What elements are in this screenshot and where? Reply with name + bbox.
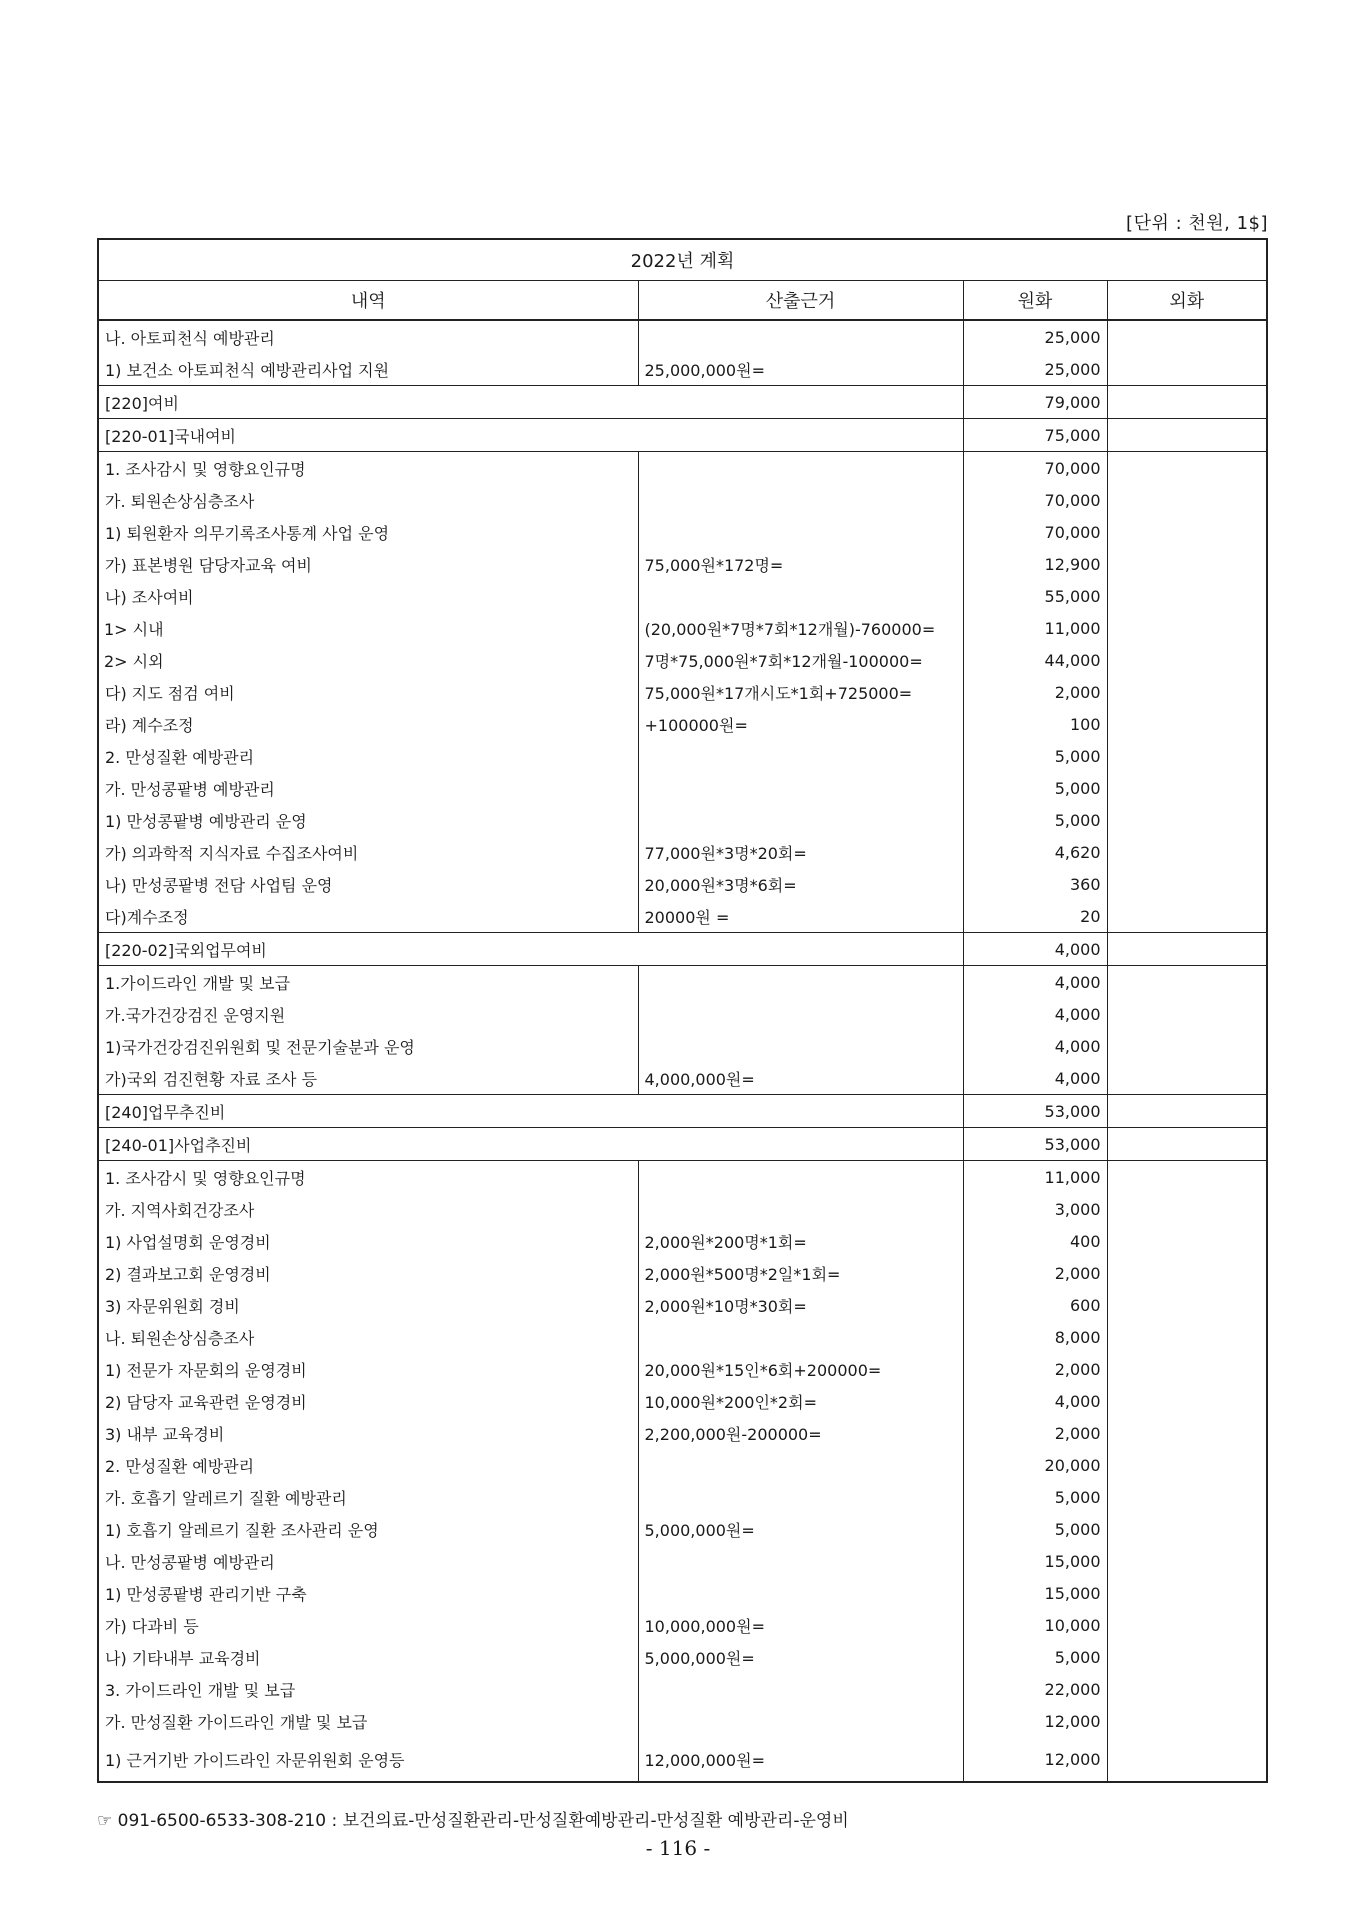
- cell-basis: [638, 320, 963, 353]
- cell-item: 1)국가건강검진위원회 및 전문기술분과 운영: [98, 1030, 638, 1062]
- cell-krw: 2,000: [963, 676, 1107, 708]
- unit-label: [단위 : 천원, 1$]: [1126, 213, 1268, 234]
- cell-foreign: [1107, 676, 1267, 708]
- cell-foreign: [1107, 933, 1267, 966]
- table-row: [98, 353, 1267, 386]
- cell-krw: 4,000: [963, 998, 1107, 1030]
- table-row: [98, 1321, 1267, 1353]
- cell-foreign: [1107, 708, 1267, 740]
- cell-krw: 70,000: [963, 516, 1107, 548]
- cell-basis: 2,000원*200명*1회=: [638, 1225, 963, 1257]
- cell-foreign: [1107, 1705, 1267, 1737]
- table-row: [98, 1673, 1267, 1705]
- table-row: [98, 868, 1267, 900]
- table-title: 2022년 계획: [98, 239, 1267, 281]
- cell-basis: 20,000원*15인*6회+200000=: [638, 1353, 963, 1385]
- cell-item: 3) 자문위원회 경비: [98, 1289, 638, 1321]
- table-row: [98, 1417, 1267, 1449]
- cell-item: 2) 결과보고회 운영경비: [98, 1257, 638, 1289]
- table-row: [98, 1577, 1267, 1609]
- table-row: [98, 612, 1267, 644]
- cell-basis: 25,000,000원=: [638, 353, 963, 386]
- table-row: [98, 1289, 1267, 1321]
- cell-krw: 53,000: [963, 1095, 1107, 1128]
- cell-item: [240-01]사업추진비: [98, 1128, 963, 1161]
- cell-item: 가) 의과학적 지식자료 수집조사여비: [98, 836, 638, 868]
- table-row: [98, 1193, 1267, 1225]
- cell-item: 나. 만성콩팥병 예방관리: [98, 1545, 638, 1577]
- cell-krw: 11,000: [963, 612, 1107, 644]
- cell-foreign: [1107, 1161, 1267, 1194]
- column-header-basis: 산출근거: [638, 281, 963, 321]
- cell-krw: 4,000: [963, 1385, 1107, 1417]
- table-body: [98, 320, 1267, 1782]
- cell-krw: 4,620: [963, 836, 1107, 868]
- cell-basis: 2,200,000원-200000=: [638, 1417, 963, 1449]
- cell-basis: [638, 1030, 963, 1062]
- cell-item: 3) 내부 교육경비: [98, 1417, 638, 1449]
- cell-item: 2) 담당자 교육관련 운영경비: [98, 1385, 638, 1417]
- cell-item: 2> 시외: [98, 644, 638, 676]
- cell-basis: [638, 580, 963, 612]
- cell-item: 가. 지역사회건강조사: [98, 1193, 638, 1225]
- cell-krw: 20: [963, 900, 1107, 933]
- cell-foreign: [1107, 1641, 1267, 1673]
- cell-item: 1) 근거기반 가이드라인 자문위원회 운영등: [98, 1737, 638, 1782]
- cell-item: 나) 만성콩팥병 전담 사업팀 운영: [98, 868, 638, 900]
- table-row: [98, 1095, 1267, 1128]
- cell-basis: 5,000,000원=: [638, 1513, 963, 1545]
- cell-foreign: [1107, 1353, 1267, 1385]
- cell-item: 다) 지도 점검 여비: [98, 676, 638, 708]
- cell-krw: 5,000: [963, 1481, 1107, 1513]
- column-header-foreign: 외화: [1107, 281, 1267, 321]
- table-row: [98, 386, 1267, 419]
- cell-foreign: [1107, 1577, 1267, 1609]
- cell-foreign: [1107, 804, 1267, 836]
- cell-foreign: [1107, 548, 1267, 580]
- cell-item: 1. 조사감시 및 영향요인규명: [98, 452, 638, 485]
- cell-krw: 5,000: [963, 804, 1107, 836]
- cell-basis: +100000원=: [638, 708, 963, 740]
- table-row: [98, 1353, 1267, 1385]
- cell-foreign: [1107, 353, 1267, 386]
- cell-item: 가. 만성콩팥병 예방관리: [98, 772, 638, 804]
- table-row: [98, 836, 1267, 868]
- cell-foreign: [1107, 1225, 1267, 1257]
- cell-basis: 75,000원*172명=: [638, 548, 963, 580]
- budget-table: [97, 238, 1268, 1783]
- cell-foreign: [1107, 1289, 1267, 1321]
- cell-item: 가) 표본병원 담당자교육 여비: [98, 548, 638, 580]
- column-header-krw: 원화: [963, 281, 1107, 321]
- cell-foreign: [1107, 516, 1267, 548]
- cell-foreign: [1107, 419, 1267, 452]
- table-row: [98, 1705, 1267, 1737]
- cell-foreign: [1107, 1417, 1267, 1449]
- cell-krw: 70,000: [963, 452, 1107, 485]
- cell-item: 1. 조사감시 및 영향요인규명: [98, 1161, 638, 1194]
- cell-krw: 4,000: [963, 1062, 1107, 1095]
- cell-item: 나. 퇴원손상심층조사: [98, 1321, 638, 1353]
- cell-krw: 5,000: [963, 1513, 1107, 1545]
- cell-krw: 8,000: [963, 1321, 1107, 1353]
- table-row: [98, 452, 1267, 485]
- cell-basis: 20,000원*3명*6회=: [638, 868, 963, 900]
- cell-item: 가. 퇴원손상심층조사: [98, 484, 638, 516]
- table-row: [98, 1385, 1267, 1417]
- table-row: [98, 548, 1267, 580]
- cell-basis: 75,000원*17개시도*1회+725000=: [638, 676, 963, 708]
- cell-foreign: [1107, 1257, 1267, 1289]
- cell-krw: 4,000: [963, 933, 1107, 966]
- cell-basis: [638, 772, 963, 804]
- cell-item: 나) 조사여비: [98, 580, 638, 612]
- cell-basis: [638, 1481, 963, 1513]
- cell-foreign: [1107, 1513, 1267, 1545]
- cell-basis: 5,000,000원=: [638, 1641, 963, 1673]
- cell-krw: 4,000: [963, 1030, 1107, 1062]
- cell-foreign: [1107, 1673, 1267, 1705]
- cell-basis: 10,000원*200인*2회=: [638, 1385, 963, 1417]
- cell-krw: 15,000: [963, 1545, 1107, 1577]
- cell-foreign: [1107, 484, 1267, 516]
- cell-foreign: [1107, 836, 1267, 868]
- cell-basis: [638, 1545, 963, 1577]
- cell-foreign: [1107, 320, 1267, 353]
- cell-item: 1) 사업설명회 운영경비: [98, 1225, 638, 1257]
- cell-basis: (20,000원*7명*7회*12개월)-760000=: [638, 612, 963, 644]
- cell-item: 1) 만성콩팥병 예방관리 운영: [98, 804, 638, 836]
- cell-foreign: [1107, 966, 1267, 999]
- table-row: [98, 998, 1267, 1030]
- cell-foreign: [1107, 1385, 1267, 1417]
- table-row: [98, 708, 1267, 740]
- table-row: [98, 1513, 1267, 1545]
- cell-foreign: [1107, 740, 1267, 772]
- cell-basis: [638, 1321, 963, 1353]
- cell-basis: [638, 1161, 963, 1194]
- cell-basis: 2,000원*10명*30회=: [638, 1289, 963, 1321]
- cell-krw: 12,900: [963, 548, 1107, 580]
- cell-basis: [638, 484, 963, 516]
- cell-foreign: [1107, 1062, 1267, 1095]
- table-row: [98, 320, 1267, 353]
- cell-basis: [638, 1673, 963, 1705]
- cell-foreign: [1107, 900, 1267, 933]
- cell-item: [240]업무추진비: [98, 1095, 963, 1128]
- cell-basis: 77,000원*3명*20회=: [638, 836, 963, 868]
- cell-basis: 7명*75,000원*7회*12개월-100000=: [638, 644, 963, 676]
- cell-item: 2. 만성질환 예방관리: [98, 1449, 638, 1481]
- cell-basis: 4,000,000원=: [638, 1062, 963, 1095]
- cell-basis: [638, 1577, 963, 1609]
- cell-foreign: [1107, 1449, 1267, 1481]
- cell-item: 나) 기타내부 교육경비: [98, 1641, 638, 1673]
- table-row: [98, 1062, 1267, 1095]
- cell-basis: [638, 1193, 963, 1225]
- table-row: [98, 484, 1267, 516]
- cell-item: 1.가이드라인 개발 및 보급: [98, 966, 638, 999]
- table-row: [98, 804, 1267, 836]
- cell-krw: 12,000: [963, 1705, 1107, 1737]
- column-header-item: 내역: [98, 281, 638, 321]
- cell-krw: 5,000: [963, 1641, 1107, 1673]
- cell-item: 가. 만성질환 가이드라인 개발 및 보급: [98, 1705, 638, 1737]
- cell-krw: 400: [963, 1225, 1107, 1257]
- cell-foreign: [1107, 1193, 1267, 1225]
- table-row: [98, 580, 1267, 612]
- cell-krw: 25,000: [963, 320, 1107, 353]
- cell-basis: [638, 1705, 963, 1737]
- cell-item: 라) 계수조정: [98, 708, 638, 740]
- cell-item: 가. 호흡기 알레르기 질환 예방관리: [98, 1481, 638, 1513]
- cell-foreign: [1107, 1737, 1267, 1782]
- cell-item: 1> 시내: [98, 612, 638, 644]
- cell-krw: 11,000: [963, 1161, 1107, 1194]
- cell-krw: 4,000: [963, 966, 1107, 999]
- cell-foreign: [1107, 1128, 1267, 1161]
- footnote: ☞ 091-6500-6533-308-210 : 보건의료-만성질환관리-만성질환예방관리-만성질환 예방관리-운영비: [97, 1811, 849, 1831]
- cell-basis: [638, 998, 963, 1030]
- cell-krw: 22,000: [963, 1673, 1107, 1705]
- cell-basis: 10,000,000원=: [638, 1609, 963, 1641]
- cell-foreign: [1107, 1545, 1267, 1577]
- cell-krw: 79,000: [963, 386, 1107, 419]
- table-row: [98, 1257, 1267, 1289]
- cell-basis: [638, 740, 963, 772]
- cell-krw: 25,000: [963, 353, 1107, 386]
- cell-item: 1) 만성콩팥병 관리기반 구축: [98, 1577, 638, 1609]
- cell-krw: 2,000: [963, 1417, 1107, 1449]
- cell-foreign: [1107, 580, 1267, 612]
- cell-foreign: [1107, 386, 1267, 419]
- table-row: [98, 1641, 1267, 1673]
- table-row: [98, 1449, 1267, 1481]
- cell-item: 1) 퇴원환자 의무기록조사통계 사업 운영: [98, 516, 638, 548]
- cell-krw: 5,000: [963, 772, 1107, 804]
- page-number: - 116 -: [645, 1836, 711, 1860]
- cell-foreign: [1107, 998, 1267, 1030]
- table-row: [98, 740, 1267, 772]
- cell-basis: [638, 966, 963, 999]
- cell-krw: 2,000: [963, 1257, 1107, 1289]
- cell-krw: 2,000: [963, 1353, 1107, 1385]
- cell-krw: 15,000: [963, 1577, 1107, 1609]
- table-row: [98, 933, 1267, 966]
- table-row: [98, 966, 1267, 999]
- cell-krw: 600: [963, 1289, 1107, 1321]
- cell-krw: 70,000: [963, 484, 1107, 516]
- cell-item: 2. 만성질환 예방관리: [98, 740, 638, 772]
- table-row: [98, 516, 1267, 548]
- table-row: [98, 419, 1267, 452]
- cell-item: 가) 다과비 등: [98, 1609, 638, 1641]
- table-row: [98, 676, 1267, 708]
- table-row: [98, 1481, 1267, 1513]
- cell-foreign: [1107, 1609, 1267, 1641]
- cell-basis: [638, 452, 963, 485]
- cell-krw: 20,000: [963, 1449, 1107, 1481]
- table-row: [98, 1128, 1267, 1161]
- cell-foreign: [1107, 452, 1267, 485]
- table-row: [98, 1225, 1267, 1257]
- cell-item: 가)국외 검진현황 자료 조사 등: [98, 1062, 638, 1095]
- cell-item: 3. 가이드라인 개발 및 보급: [98, 1673, 638, 1705]
- cell-foreign: [1107, 1095, 1267, 1128]
- cell-basis: 2,000원*500명*2일*1회=: [638, 1257, 963, 1289]
- table-row: [98, 1030, 1267, 1062]
- cell-basis: 20000원 =: [638, 900, 963, 933]
- cell-foreign: [1107, 1030, 1267, 1062]
- table-row: [98, 1161, 1267, 1194]
- cell-krw: 360: [963, 868, 1107, 900]
- cell-basis: [638, 1449, 963, 1481]
- cell-krw: 3,000: [963, 1193, 1107, 1225]
- cell-krw: 100: [963, 708, 1107, 740]
- cell-foreign: [1107, 868, 1267, 900]
- table-row: [98, 1609, 1267, 1641]
- cell-basis: [638, 804, 963, 836]
- cell-item: 1) 보건소 아토피천식 예방관리사업 지원: [98, 353, 638, 386]
- cell-foreign: [1107, 612, 1267, 644]
- cell-basis: 12,000,000원=: [638, 1737, 963, 1782]
- cell-krw: 10,000: [963, 1609, 1107, 1641]
- table-row: [98, 772, 1267, 804]
- cell-item: [220-02]국외업무여비: [98, 933, 963, 966]
- table-row: [98, 900, 1267, 933]
- cell-foreign: [1107, 1481, 1267, 1513]
- cell-foreign: [1107, 772, 1267, 804]
- cell-krw: 12,000: [963, 1737, 1107, 1782]
- cell-item: [220]여비: [98, 386, 963, 419]
- cell-foreign: [1107, 644, 1267, 676]
- cell-krw: 55,000: [963, 580, 1107, 612]
- cell-krw: 75,000: [963, 419, 1107, 452]
- table-row: [98, 1545, 1267, 1577]
- cell-item: 나. 아토피천식 예방관리: [98, 320, 638, 353]
- cell-krw: 5,000: [963, 740, 1107, 772]
- cell-foreign: [1107, 1321, 1267, 1353]
- table-row: [98, 1737, 1267, 1782]
- cell-item: 1) 호흡기 알레르기 질환 조사관리 운영: [98, 1513, 638, 1545]
- cell-item: 1) 전문가 자문회의 운영경비: [98, 1353, 638, 1385]
- cell-krw: 44,000: [963, 644, 1107, 676]
- cell-basis: [638, 516, 963, 548]
- cell-item: 가.국가건강검진 운영지원: [98, 998, 638, 1030]
- cell-item: [220-01]국내여비: [98, 419, 963, 452]
- table-row: [98, 644, 1267, 676]
- cell-krw: 53,000: [963, 1128, 1107, 1161]
- cell-item: 다)계수조정: [98, 900, 638, 933]
